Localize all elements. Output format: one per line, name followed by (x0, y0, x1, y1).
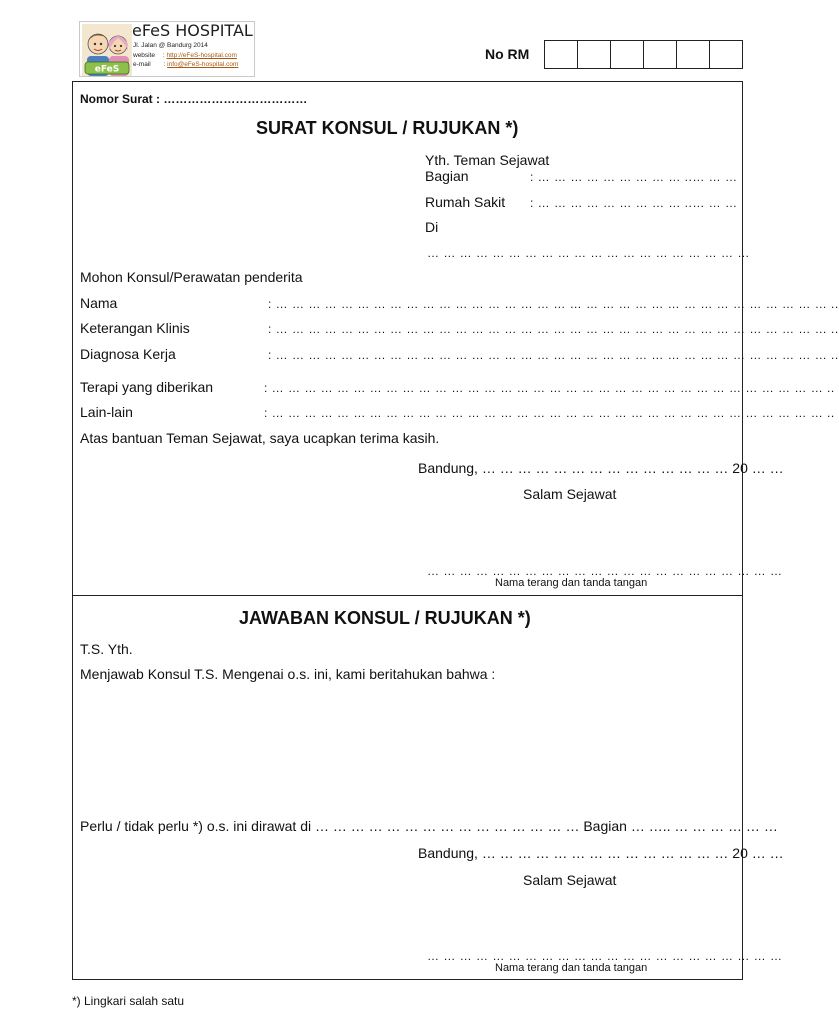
logo-mascot-image (82, 24, 132, 76)
surat-signature-caption: Nama terang dan tanda tangan (495, 577, 648, 589)
nomor-surat: Nomor Surat : ……………………………… (80, 92, 308, 106)
jawaban-signature-caption: Nama terang dan tanda tangan (495, 962, 648, 974)
no-rm-cell-3[interactable] (611, 41, 644, 68)
perlu-dirawat-line[interactable]: Perlu / tidak perlu *) o.s. ini dirawat di … … … … … … … … … … … … … … … Bagian … ….. … … … … … … (80, 818, 778, 834)
ts-yth: T.S. Yth. (80, 641, 133, 657)
no-rm-cell-6[interactable] (710, 41, 742, 68)
surat-salam: Salam Sejawat (523, 486, 617, 502)
surat-title: SURAT KONSUL / RUJUKAN *) (256, 118, 519, 138)
menjawab-text: Menjawab Konsul T.S. Mengenai o.s. ini, kami beritahukan bahwa : (80, 666, 496, 682)
field-label-lain-lain: Lain-lain (80, 404, 133, 420)
section-divider (72, 595, 743, 596)
field-label-diagnosa-kerja: Diagnosa Kerja (80, 346, 176, 362)
footnote: *) Lingkari salah satu (72, 994, 185, 1008)
no-rm-cell-1[interactable] (545, 41, 578, 68)
no-rm-cell-4[interactable] (644, 41, 677, 68)
no-rm-cell-5[interactable] (677, 41, 710, 68)
jawaban-signature-line[interactable]: … … … … … … … … … … … … … … … … … … … … … … (427, 949, 783, 963)
no-rm-boxes (544, 40, 743, 69)
field-label-terapi: Terapi yang diberikan (80, 379, 214, 395)
field-fill-terapi[interactable]: : … … … … … … … … … … … … … … … … … … … … … … … … … … … … … … … … … … .. (264, 381, 835, 395)
logo-website-link[interactable]: http://eFeS-hospital.com (166, 52, 237, 59)
logo-website-label: website (133, 52, 156, 59)
logo-email-label: e-mail (133, 61, 151, 68)
logo-address: Jl. Jalan @ Bandurg 2014 (133, 42, 208, 49)
mohon-konsul: Mohon Konsul/Perawatan penderita (80, 269, 303, 285)
surat-signature-line[interactable]: … … … … … … … … … … … … … … … … … … … … … … (427, 564, 783, 578)
rumah-sakit-label: Rumah Sakit (425, 194, 506, 210)
field-fill-diagnosa-kerja[interactable]: : … … … … … … … … … … … … … … … … … … … … … … … … … … … … … … … … … … .. (268, 348, 839, 362)
no-rm-label: No RM (485, 46, 530, 62)
jawaban-title: JAWABAN KONSUL / RUJUKAN *) (239, 608, 531, 628)
field-fill-keterangan-klinis[interactable]: : … … … … … … … … … … … … … … … … … … … … … … … … … … … … … … … … … … .. (268, 322, 839, 336)
surat-place-date[interactable]: Bandung, … … … … … … … … … … … … … … 20 … … (418, 460, 784, 476)
thanks-text: Atas bantuan Teman Sejawat, saya ucapkan terima kasih. (80, 430, 440, 446)
logo-title: eFeS HOSPITAL (132, 21, 253, 40)
di-label: Di (425, 219, 439, 235)
jawaban-place-date[interactable]: Bandung, … … … … … … … … … … … … … … 20 … … (418, 845, 784, 861)
field-fill-nama[interactable]: : … … … … … … … … … … … … … … … … … … … … … … … … … … … … … … … … … … .. (268, 297, 839, 311)
logo-website-row: website : http://eFeS-hospital.com (133, 52, 237, 59)
jawaban-salam: Salam Sejawat (523, 872, 617, 888)
field-label-keterangan-klinis: Keterangan Klinis (80, 320, 190, 336)
logo-email-link[interactable]: info@eFeS-hospital.com (167, 61, 239, 68)
di-fill-line[interactable]: … … … … … … … … … … … … … … … … … … … … (427, 246, 750, 260)
no-rm-cell-2[interactable] (578, 41, 611, 68)
logo-badge-text: eFeS (94, 64, 120, 75)
yth-teman-sejawat: Yth. Teman Sejawat (425, 152, 550, 168)
bagian-label: Bagian (425, 168, 469, 184)
bagian-fill-line[interactable]: : … … … … … … … … … ..… … … (530, 170, 738, 184)
hospital-logo (79, 21, 255, 77)
field-label-nama: Nama (80, 295, 118, 311)
logo-email-row: e-mail : info@eFeS-hospital.com (133, 61, 239, 68)
rumah-sakit-fill-line[interactable]: : … … … … … … … … … ..… … … (530, 196, 738, 210)
field-fill-lain-lain[interactable]: : … … … … … … … … … … … … … … … … … … … … … … … … … … … … … … … … … … .. (264, 406, 835, 420)
